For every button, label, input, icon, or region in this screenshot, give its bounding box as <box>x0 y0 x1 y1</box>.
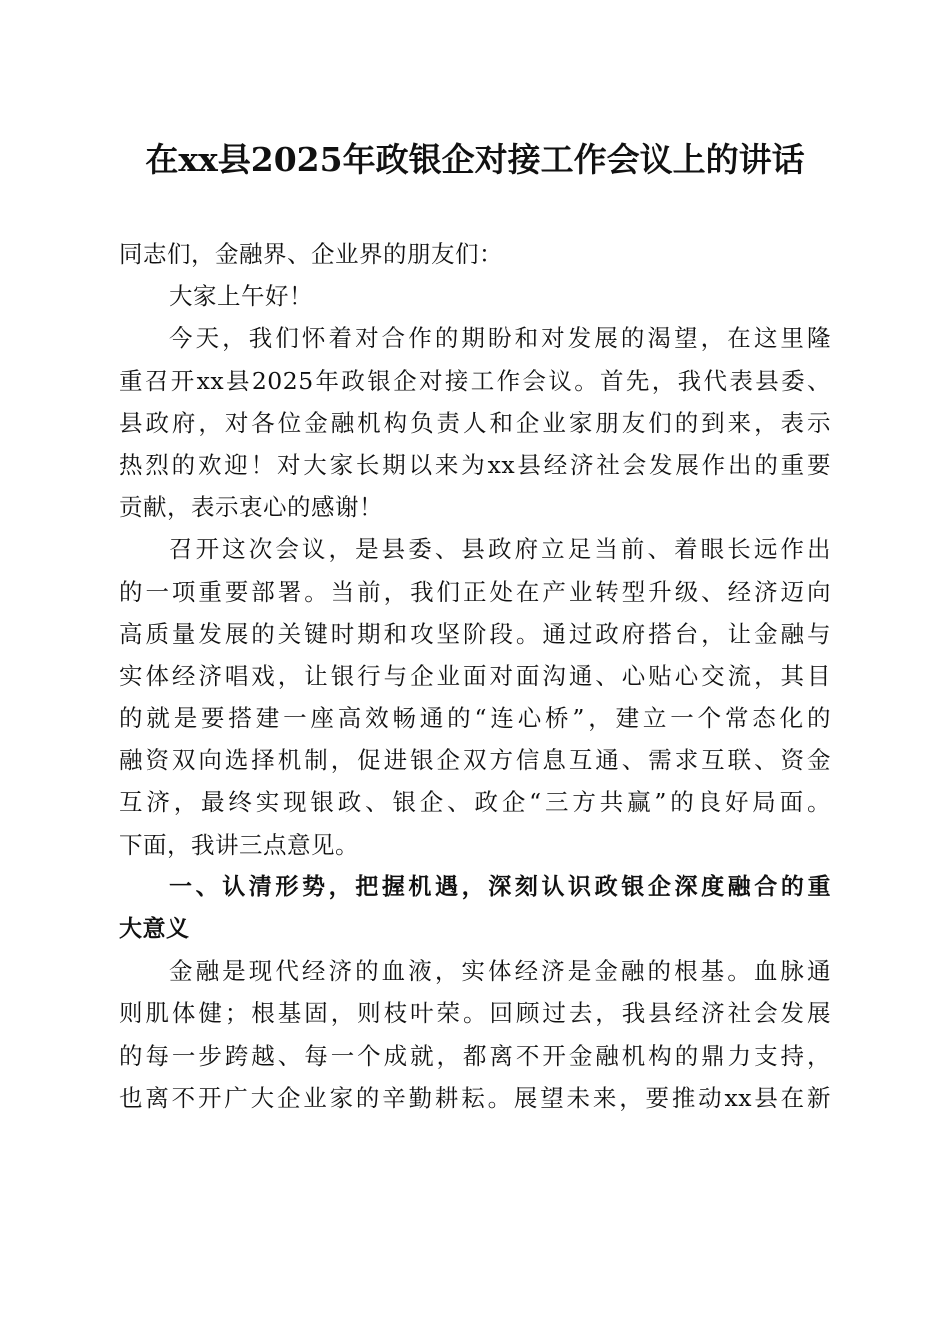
section-heading-line: 大意义 <box>119 916 190 942</box>
paragraph-line: 召开这次会议，是县委、县政府立足当前、着眼长远作出 <box>169 535 831 564</box>
document-body <box>119 233 831 1119</box>
paragraph-line: 下面，我讲三点意见。 <box>119 830 359 859</box>
paragraph-line: 互济，最终实现银政、银企、政企“三方共赢”的良好局面。 <box>119 788 831 817</box>
paragraph-line: 热烈的欢迎！对大家长期以来为xx县经济社会发展作出的重要 <box>119 450 831 479</box>
paragraph-line: 今天，我们怀着对合作的期盼和对发展的渴望，在这里隆 <box>169 324 831 353</box>
paragraph-line: 高质量发展的关键时期和攻坚阶段。通过政府搭台，让金融与 <box>119 619 831 648</box>
paragraph-line: 的每一步跨越、每一个成就，都离不开金融机构的鼎力支持， <box>119 1041 831 1070</box>
paragraph-line: 重召开xx县2025年政银企对接工作会议。首先，我代表县委、 <box>119 366 831 395</box>
paragraph-line: 金融是现代经济的血液，实体经济是金融的根基。血脉通 <box>169 957 831 986</box>
document-title: 在xx县2025年政银企对接工作会议上的讲话 <box>145 140 805 179</box>
paragraph-line: 贡献，表示衷心的感谢！ <box>119 493 383 522</box>
paragraph-line: 也离不开广大企业家的辛勤耕耘。展望未来，要推动xx县在新 <box>119 1083 831 1112</box>
paragraph-line: 融资双向选择机制，促进银企双方信息互通、需求互联、资金 <box>119 746 831 775</box>
paragraph-line: 的一项重要部署。当前，我们正处在产业转型升级、经济迈向 <box>119 577 831 606</box>
paragraph-line: 同志们，金融界、企业界的朋友们： <box>119 240 503 268</box>
paragraph-line: 大家上午好！ <box>169 282 313 311</box>
paragraph-line: 实体经济唱戏，让银行与企业面对面沟通、心贴心交流，其目 <box>119 661 831 690</box>
paragraph-line: 则肌体健；根基固，则枝叶荣。回顾过去，我县经济社会发展 <box>119 999 831 1028</box>
paragraph-line: 的就是要搭建一座高效畅通的“连心桥”，建立一个常态化的 <box>119 704 831 733</box>
paragraph-line: 县政府，对各位金融机构负责人和企业家朋友们的到来，表示 <box>119 408 831 437</box>
section-heading-line: 一、认清形势，把握机遇，深刻认识政银企深度融合的重 <box>169 873 831 900</box>
